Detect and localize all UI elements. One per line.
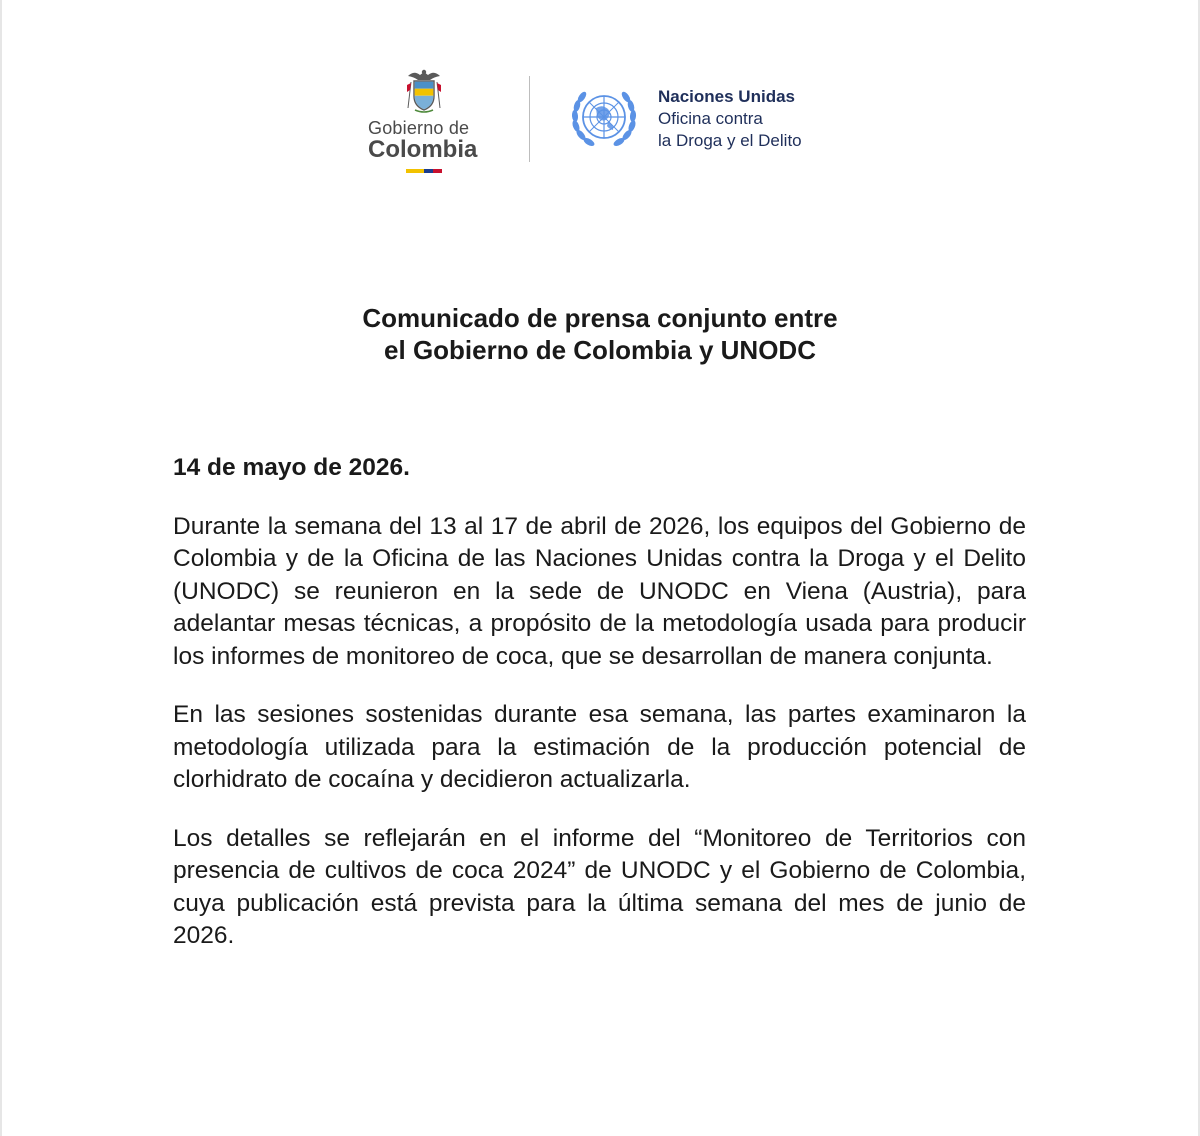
unodc-logo-text bbox=[658, 86, 858, 152]
un-logo-line2: Oficina contra bbox=[658, 109, 763, 128]
release-date: 14 de mayo de 2026. bbox=[173, 454, 410, 481]
title-line1: Comunicado de prensa conjunto entre bbox=[362, 303, 838, 333]
title-line2: el Gobierno de Colombia y UNODC bbox=[384, 335, 816, 365]
un-logo-line1: Naciones Unidas bbox=[658, 87, 795, 106]
flag-blue-band bbox=[424, 169, 433, 173]
logo-header bbox=[360, 62, 860, 172]
colombia-government-logo bbox=[360, 68, 495, 172]
colombia-flag-strip bbox=[406, 169, 442, 173]
gov-logo-line2: Colombia bbox=[368, 136, 478, 163]
flag-red-band bbox=[433, 169, 442, 173]
un-emblem-icon bbox=[566, 82, 642, 154]
left-border bbox=[0, 0, 2, 1136]
flag-yellow-band bbox=[406, 169, 424, 173]
colombia-coat-of-arms-icon bbox=[404, 68, 444, 114]
body-paragraph-1: Durante la semana del 13 al 17 de abril de 2026, los equipos del Gobierno de Colombia y de la Oficina de las Naciones Unidas contra la Droga y el Delito (UNODC) se reunieron en la sede de UNODC en Viena (Austria), para adelantar mesas técnicas, a propósito de la metodología usada para producir los informes de monitoreo de coca, que se desarrollan de manera conjunta. bbox=[173, 512, 1026, 670]
body-paragraph-2: En las sesiones sostenidas durante esa semana, las partes examinaron la metodología utilizada para la estimación de la producción potencial de clorhidrato de cocaína y decidieron actualizarla. bbox=[173, 701, 1026, 793]
un-logo-line3: la Droga y el Delito bbox=[658, 131, 802, 150]
gov-logo-line1: Gobierno de bbox=[368, 118, 470, 138]
press-release-body bbox=[173, 452, 1026, 979]
logo-divider bbox=[529, 76, 530, 162]
body-paragraph-3: Los detalles se reflejarán en el informe del “Monitoreo de Territorios con presencia de cultivos de coca 2024” de UNODC y el Gobierno de Colombia, cuya publicación está prevista para la última semana del mes de junio de 2026. bbox=[173, 824, 1026, 949]
press-release-title bbox=[0, 302, 1200, 366]
